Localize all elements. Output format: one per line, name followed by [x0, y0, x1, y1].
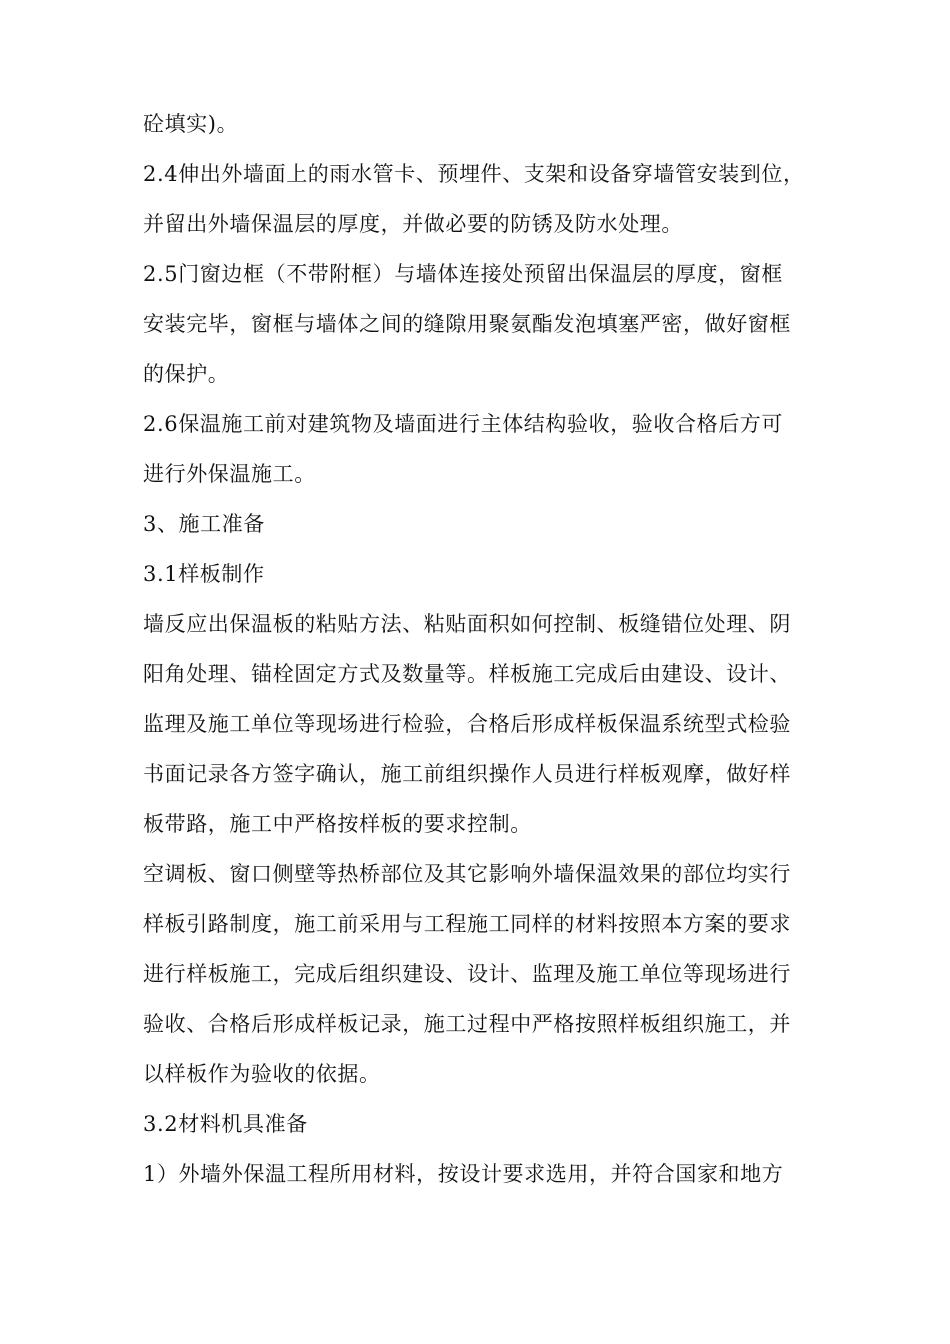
text-line: 安装完毕，窗框与墙体之间的缝隙用聚氨酯发泡填塞严密，做好窗框 — [143, 312, 791, 336]
text-line: 进行样板施工，完成后组织建设、设计、监理及施工单位等现场进行 — [143, 962, 791, 986]
text-line: 样板引路制度，施工前采用与工程施工同样的材料按照本方案的要求 — [143, 912, 791, 936]
text-line: 2.6保温施工前对建筑物及墙面进行主体结构验收，验收合格后方可 — [143, 412, 783, 436]
text-line: 砼填实)。 — [143, 112, 239, 136]
text-line: 的保护。 — [143, 362, 230, 386]
subsection-heading: 3.1样板制作 — [143, 562, 265, 586]
text-line: 以样板作为验收的依据。 — [143, 1062, 381, 1086]
text-line: 2.5门窗边框（不带附框）与墙体连接处预留出保温层的厚度，窗框 — [143, 262, 783, 286]
text-line: 监理及施工单位等现场进行检验，合格后形成样板保温系统型式检验 — [143, 712, 791, 736]
text-line: 墙反应出保温板的粘贴方法、粘贴面积如何控制、板缝错位处理、阴 — [143, 612, 791, 636]
text-line: 并留出外墙保温层的厚度，并做必要的防锈及防水处理。 — [143, 212, 683, 236]
document-body — [143, 99, 823, 1199]
text-line: 板带路，施工中严格按样板的要求控制。 — [143, 812, 532, 836]
text-line: 验收、合格后形成样板记录，施工过程中严格按照样板组织施工，并 — [143, 1012, 791, 1036]
text-line: 书面记录各方签字确认，施工前组织操作人员进行样板观摩，做好样 — [143, 762, 791, 786]
subsection-heading: 3.2材料机具准备 — [143, 1112, 308, 1136]
text-line: 阳角处理、锚栓固定方式及数量等。样板施工完成后由建设、设计、 — [143, 662, 791, 686]
text-line: 1）外墙外保温工程所用材料，按设计要求选用，并符合国家和地方 — [143, 1162, 784, 1186]
section-heading: 3、施工准备 — [143, 512, 265, 536]
text-line: 空调板、窗口侧壁等热桥部位及其它影响外墙保温效果的部位均实行 — [143, 862, 791, 886]
text-line: 进行外保温施工。 — [143, 462, 316, 486]
text-line: 2.4伸出外墙面上的雨水管卡、预埋件、支架和设备穿墙管安装到位， — [143, 162, 805, 186]
